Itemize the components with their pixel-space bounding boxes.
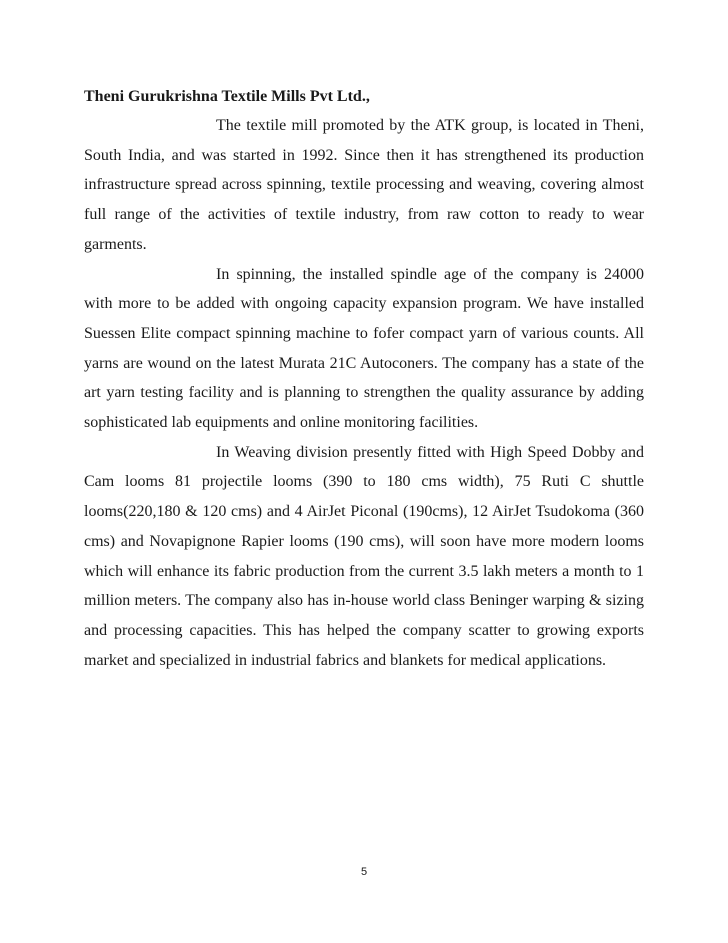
paragraph-spinning: In spinning, the installed spindle age of the company is 24000 with more to be added with ongoing capacity expansion program. We have installed Suessen Elite compact spinning machine to fofer compact yarn of various counts. All yarns are wound on the latest Murata 21C Autoconers. The company has a state of the art yarn testing facility and is planning to strengthen the quality assurance by adding sophisticated lab equipments and online monitoring facilities. xyxy=(84,265,644,432)
paragraph-intro: The textile mill promoted by the ATK group, is located in Theni, South India, and was started in 1992. Since then it has strengthened its production infrastructure spread across spinning, textile processing and weaving, covering almost full range of the activities of textile industry, from raw cotton to ready to wear garments. xyxy=(84,117,644,253)
page-number: 5 xyxy=(360,866,368,878)
document-body xyxy=(84,85,644,675)
paragraph-weaving: In Weaving division presently fitted with High Speed Dobby and Cam looms 81 projectile looms (390 to 180 cms width), 75 Ruti C shuttle looms(220,180 & 120 cms) and 4 AirJet Piconal (190cms), 12 AirJet Tsudokoma (360 cms) and Novapignone Rapier looms (190 cms), will soon have more modern looms which will enhance its fabric production from the current 3.5 lakh meters a month to 1 million meters. The company also has in-house world class Beninger warping & sizing and processing capacities. This has helped the company scatter to growing exports market and specialized in industrial fabrics and blankets for medical applications. xyxy=(84,443,644,669)
document-heading: Theni Gurukrishna Textile Mills Pvt Ltd., xyxy=(84,88,370,105)
